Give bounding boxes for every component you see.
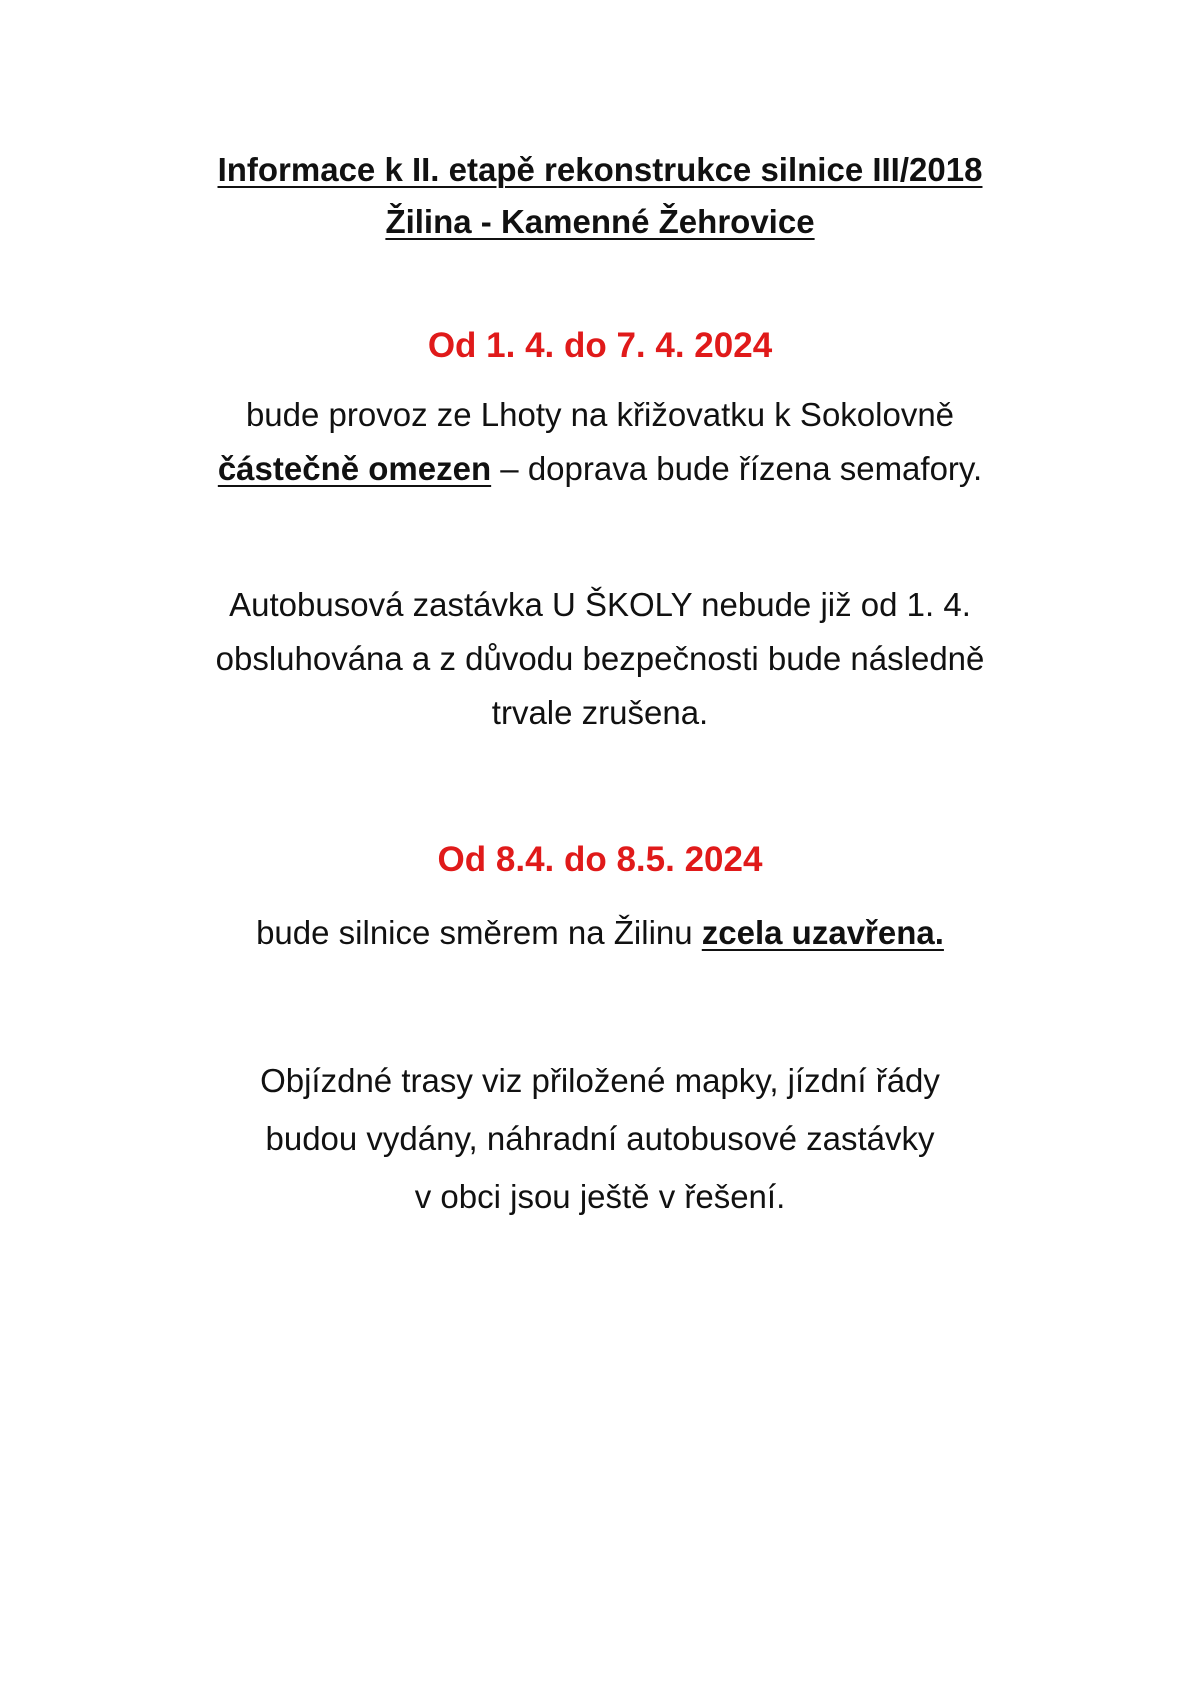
title-line-2: Žilina - Kamenné Žehrovice — [385, 203, 815, 240]
detour-line-2: budou vydány, náhradní autobusové zastávky — [265, 1120, 935, 1157]
closure-date-1: Od 1. 4. do 7. 4. 2024 — [427, 326, 773, 365]
full-closure-paragraph — [0, 906, 1200, 960]
bus-stop-line-3: trvale zrušena. — [491, 694, 709, 731]
title-line-1: Informace k II. etapě rekonstrukce silnice III/2018 — [217, 151, 983, 188]
full-closure-emphasis: zcela uzavřena. — [701, 914, 944, 951]
notice-title — [0, 144, 1200, 248]
partial-restriction-line-1: bude provoz ze Lhoty na křižovatku k Sokolovně — [245, 396, 955, 433]
detour-paragraph — [0, 1052, 1200, 1226]
full-closure-line — [0, 906, 1200, 960]
partial-restriction-rest: – doprava bude řízena semafory. — [491, 450, 983, 487]
detour-line-3: v obci jsou ještě v řešení. — [414, 1178, 786, 1215]
bus-stop-paragraph — [0, 578, 1200, 740]
bus-stop-line-1: Autobusová zastávka U ŠKOLY nebude již od 1. 4. — [229, 586, 971, 623]
partial-restriction-line-2 — [0, 442, 1200, 496]
closure-date-2: Od 8.4. do 8.5. 2024 — [437, 840, 763, 879]
bus-stop-line-2: obsluhována a z důvodu bezpečnosti bude následně — [215, 640, 985, 677]
partial-restriction-paragraph — [0, 388, 1200, 496]
detour-line-1: Objízdné trasy viz přiložené mapky, jízdní řády — [260, 1062, 940, 1099]
full-closure-text: bude silnice směrem na Žilinu — [256, 914, 702, 951]
partial-restriction-emphasis: částečně omezen — [217, 450, 492, 487]
